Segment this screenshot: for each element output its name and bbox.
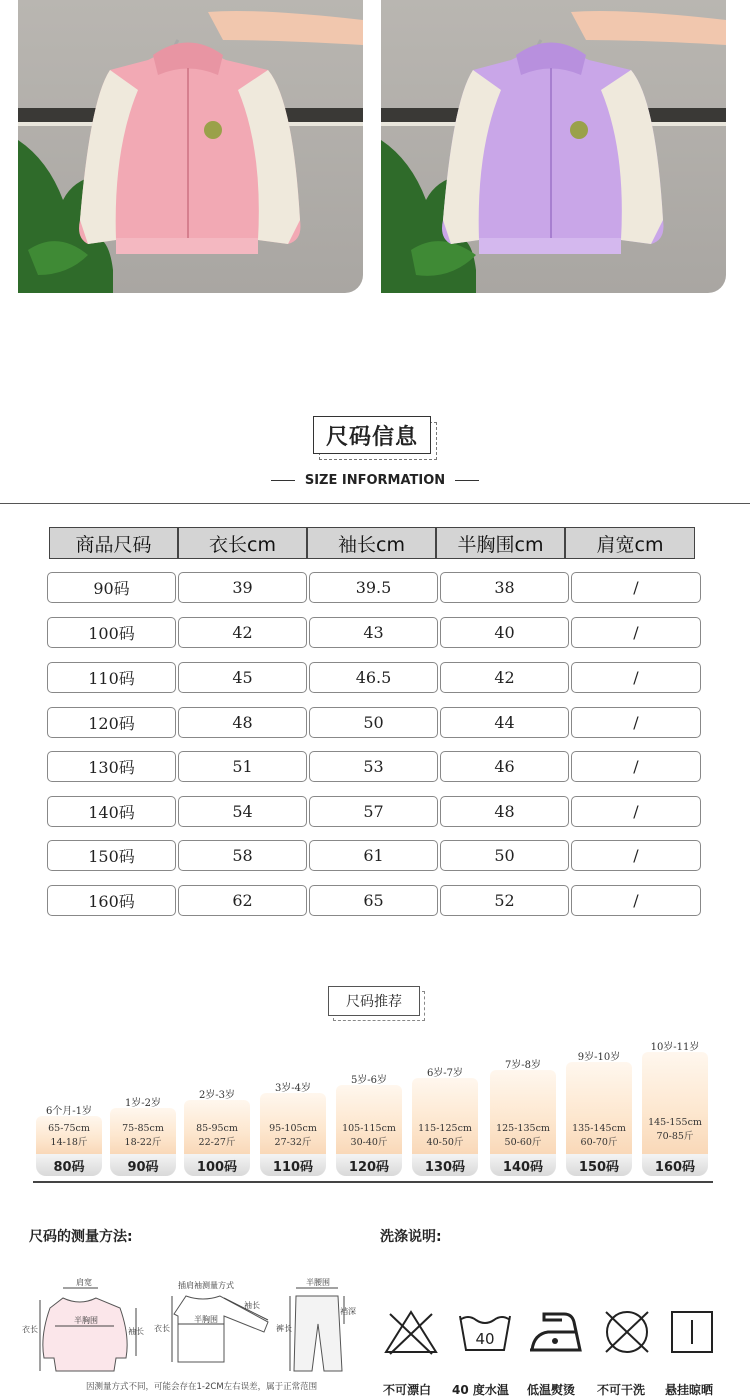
size-pill: 110码 [260,1154,326,1176]
label-shoulder: 肩宽 [76,1278,92,1287]
recommend-height: 65-75cm [48,1123,90,1134]
recommend-weight: 30-40斤 [350,1137,388,1148]
size-pill: 150码 [566,1154,632,1176]
recommend-age: 1岁-2岁 [124,1098,162,1109]
label-waist: 半腰围 [306,1278,330,1287]
cell-shoulder: / [571,662,701,693]
no-dry-clean-icon [600,1308,654,1356]
label-rise: 裆深 [340,1307,356,1316]
divider [0,503,750,504]
recommend-bar [184,1090,250,1154]
cell-size: 90码 [47,572,176,603]
header-size: 商品尺码 [49,527,178,559]
label-chest: 半胸围 [74,1316,98,1325]
cell-length: 39 [178,572,307,603]
label-raglan-chest: 半胸围 [194,1315,218,1324]
recommend-height: 115-125cm [418,1123,472,1134]
size-pill: 80码 [36,1154,102,1176]
label-raglan-method: 插肩袖测量方式 [178,1281,234,1290]
recommend-baseline [33,1181,713,1183]
recommend-height: 135-145cm [572,1123,626,1134]
header-chest: 半胸围cm [436,527,565,559]
recommend-height: 85-95cm [196,1123,238,1134]
header-length: 衣长cm [178,527,307,559]
recommend-height: 125-135cm [496,1123,550,1134]
recommend-weight: 18-22斤 [124,1137,162,1148]
table-row [47,572,701,603]
cell-sleeve: 46.5 [309,662,438,693]
wash-label: 低温熨烫 [527,1383,576,1397]
cell-chest: 46 [440,751,569,782]
size-info-subtitle [0,473,750,488]
size-info-subtitle-text: SIZE INFORMATION [304,473,446,488]
recommend-weight: 60-70斤 [580,1137,618,1148]
hang-dry-icon [666,1308,720,1356]
size-pill: 130码 [412,1154,478,1176]
recommend-weight: 40-50斤 [426,1137,464,1148]
cell-sleeve: 61 [309,840,438,871]
recommend-title: 尺码推荐 [328,986,420,1016]
recommend-bar [260,1083,326,1154]
cell-chest: 52 [440,885,569,916]
measure-note: 因测量方式不同，可能会存在1-2CM左右误差，属于正常范围 [86,1382,318,1392]
recommend-height: 145-155cm [648,1117,702,1128]
cell-chest: 50 [440,840,569,871]
recommend-weight: 14-18斤 [50,1137,88,1148]
recommend-bar [642,1042,708,1154]
header-shoulder: 肩宽cm [565,527,695,559]
cell-sleeve: 43 [309,617,438,648]
product-photo-purple [381,0,726,293]
cell-shoulder: / [571,707,701,738]
table-row [47,840,701,871]
cell-size: 120码 [47,707,176,738]
cell-size: 130码 [47,751,176,782]
cell-chest: 40 [440,617,569,648]
size-pill: 90码 [110,1154,176,1176]
cell-sleeve: 50 [309,707,438,738]
cell-shoulder: / [571,617,701,648]
header-sleeve: 袖长cm [307,527,436,559]
pink-jacket-image [18,0,363,293]
table-row [47,617,701,648]
cell-shoulder: / [571,796,701,827]
label-raglan-length: 衣长 [154,1324,170,1333]
measure-illustration [22,1276,358,1393]
cell-size: 100码 [47,617,176,648]
recommend-bar [490,1060,556,1154]
cell-sleeve: 65 [309,885,438,916]
cell-size: 140码 [47,796,176,827]
cell-shoulder: / [571,572,701,603]
cell-shoulder: / [571,751,701,782]
wash-40-icon [458,1308,512,1356]
recommend-weight: 50-60斤 [504,1137,542,1148]
no-bleach-icon [384,1308,438,1356]
recommend-age: 6岁-7岁 [426,1068,464,1079]
size-table-header [49,527,703,559]
cell-size: 150码 [47,840,176,871]
table-row [47,796,701,827]
cell-length: 45 [178,662,307,693]
table-row [47,707,701,738]
cell-shoulder: / [571,885,701,916]
recommend-height: 105-115cm [342,1123,396,1134]
wash-temp-number: 40 [475,1330,495,1348]
recommend-bar [110,1098,176,1154]
cell-length: 54 [178,796,307,827]
recommend-bar [566,1052,632,1154]
product-photo-pink [18,0,363,293]
recommend-bar [36,1106,102,1154]
wash-label: 悬挂晾晒 [665,1383,714,1397]
size-pill: 140码 [490,1154,556,1176]
cell-size: 110码 [47,662,176,693]
cell-sleeve: 39.5 [309,572,438,603]
cell-chest: 44 [440,707,569,738]
cell-shoulder: / [571,840,701,871]
cell-length: 51 [178,751,307,782]
recommend-bar [412,1068,478,1154]
purple-jacket-image [381,0,726,293]
size-pill: 100码 [184,1154,250,1176]
label-length: 衣长 [22,1325,38,1334]
cell-length: 48 [178,707,307,738]
recommend-height: 95-105cm [269,1123,317,1134]
low-iron-icon [528,1308,582,1356]
measure-title: 尺码的测量方法: [29,1229,133,1245]
cell-size: 160码 [47,885,176,916]
cell-length: 58 [178,840,307,871]
recommend-age: 7岁-8岁 [504,1060,542,1071]
label-pants-length: 裤长 [276,1324,292,1333]
cell-chest: 48 [440,796,569,827]
recommend-weight: 70-85斤 [656,1131,694,1142]
cell-chest: 38 [440,572,569,603]
wash-label: 不可漂白 [383,1383,432,1397]
measure-diagram [22,1276,358,1393]
recommend-age: 6个月-1岁 [45,1106,93,1117]
recommend-height: 75-85cm [122,1123,164,1134]
size-pill: 160码 [642,1154,708,1176]
cell-sleeve: 57 [309,796,438,827]
wash-title: 洗涤说明: [380,1229,442,1245]
label-sleeve: 袖长 [128,1327,144,1336]
recommend-age: 3岁-4岁 [274,1083,312,1094]
table-row [47,885,701,916]
cell-length: 42 [178,617,307,648]
recommend-bar [336,1075,402,1154]
recommend-weight: 27-32斤 [274,1137,312,1148]
recommend-age: 10岁-11岁 [650,1042,700,1053]
size-pill: 120码 [336,1154,402,1176]
label-raglan-sleeve: 袖长 [244,1301,260,1310]
recommend-age: 2岁-3岁 [198,1090,236,1101]
wash-label: 40 度水温 [452,1383,509,1397]
recommend-weight: 22-27斤 [198,1137,236,1148]
wash-label: 不可干洗 [597,1383,646,1397]
size-info-title: 尺码信息 [313,416,431,454]
table-row [47,751,701,782]
cell-length: 62 [178,885,307,916]
cell-chest: 42 [440,662,569,693]
recommend-age: 9岁-10岁 [577,1052,621,1063]
cell-sleeve: 53 [309,751,438,782]
recommend-age: 5岁-6岁 [350,1075,388,1086]
table-row [47,662,701,693]
